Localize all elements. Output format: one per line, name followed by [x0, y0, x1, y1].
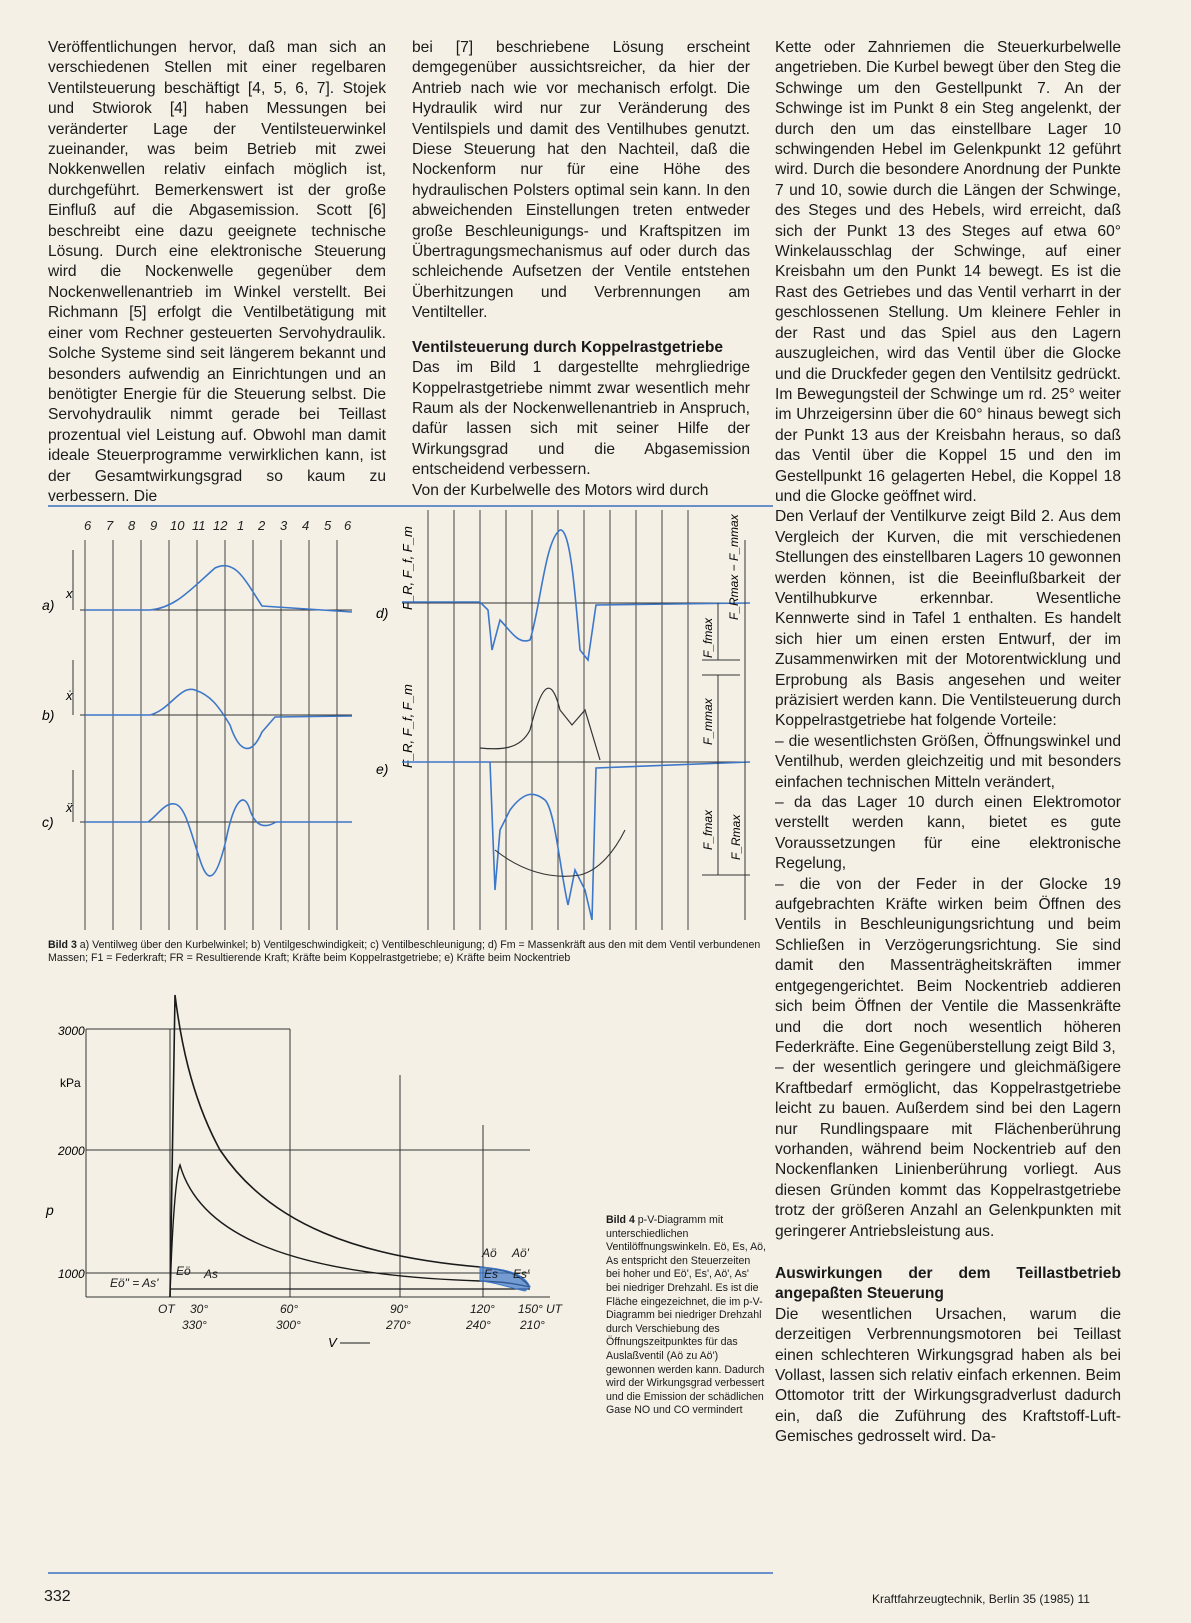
figure-3	[40, 510, 775, 940]
fig3-left-grid	[85, 540, 337, 930]
mass-force-curve-e	[480, 688, 600, 760]
figure-3-caption	[48, 939, 770, 966]
x-tick: 210°	[520, 1318, 545, 1332]
valve-displacement-curve	[85, 566, 352, 612]
fig4-x-ticks	[158, 1302, 564, 1332]
x-tick: 30°	[190, 1302, 209, 1316]
y-axis-label: F_R, F_f, F_m	[400, 684, 415, 768]
pv-curve-lower	[170, 1165, 530, 1297]
fig4-grid	[86, 1029, 550, 1297]
dim-label: F_fmax	[701, 809, 715, 850]
column-2	[412, 38, 750, 501]
section-heading: Auswirkungen der dem Teillastbetrieb angepaßten Steuerung	[775, 1264, 1121, 1303]
fig4-point-labels	[110, 1246, 530, 1290]
figure-top-rule	[48, 505, 773, 507]
x-tick: OT	[158, 1302, 175, 1316]
dim-label: F_fmax	[701, 617, 715, 658]
fig3-top-numbers	[84, 518, 352, 533]
dim-label: F_Rmax − F_mmax	[727, 514, 741, 620]
list-item: – die von der Feder in der Glocke 19 aufgebrachten Kräfte wirken beim Öffnen des Ventils in Beschleunigungsrichtung und beim Schließen in Verzögerungsrichtung. Sie sind damit den Massenträgheitskräften immer entgegengerichtet. Beim Nockentrieb addieren sich beim Öffnen der Ventile die Massenkräfte und die dort noch wesentlich höheren Federkräfte. Eine Gegenüberstellung zeigt Bild 3,	[775, 875, 1121, 1056]
x-tick: 240°	[466, 1318, 491, 1332]
x-tick: 270°	[386, 1318, 411, 1332]
x-tick: UT	[546, 1302, 562, 1316]
paragraph: Das im Bild 1 dargestellte mehrgliedrige Koppelrastgetriebe nimmt zwar wesentlich mehr Raum als der Nockenwellenantrieb in Anspruch, dafür lassen sich mit seiner Hilfe der Wirkungsgrad und die Abgasemission entscheidend verbessern.	[412, 359, 750, 479]
y-symbol: x	[66, 586, 73, 601]
tick-label: 3	[280, 518, 288, 533]
x-axis-label: V	[328, 1335, 337, 1350]
point-label: Aö'	[512, 1246, 529, 1260]
list-item: – die wesentlichsten Größen, Öffnungswinkel und Ventilhub, werden gleichzeitig und mit besonders einfachen technischen Mitteln verändert,	[775, 732, 1121, 791]
y-tick: 1000	[58, 1267, 85, 1281]
y-tick: 3000	[58, 1024, 85, 1038]
section-heading: Ventilsteuerung durch Koppelrastgetriebe	[412, 338, 724, 356]
valve-acceleration-curve	[85, 800, 352, 876]
figure-bottom-rule	[48, 1572, 773, 1574]
row-label-b: b)	[42, 707, 55, 723]
column-1	[48, 38, 386, 507]
column-3	[775, 38, 1121, 1448]
tick-label: 6	[84, 518, 92, 533]
tick-label: 2	[258, 518, 266, 533]
point-label: Es'	[513, 1267, 530, 1281]
y-axis-label: p	[46, 1202, 54, 1218]
tick-label: 10	[170, 518, 185, 533]
tick-label: 5	[324, 518, 332, 533]
paragraph: bei [7] beschriebene Lösung erscheint demgegenüber aussichtsreicher, da hier der Antrieb nach wie vor mechanisch erfolgt. Die Hydraulik wird nur zur Veränderung des Ventilspiels und damit des Ventilhubes genutzt. Diese Steuerung hat den Nachteil, daß die Nockenform nur für eine Höhe des hydraulischen Polsters optimal sein kann. In den abweichenden Einstellungen treten entweder große Beschleunigungs- und Kraftspitzen im Übertragungsmechanismus auf oder durch das schleichende Aufsetzen der Ventile entstehen Überhitzungen und Verbrennungen am Ventilteller.	[412, 39, 750, 322]
pv-curve-upper	[170, 995, 530, 1297]
row-label-e: e)	[376, 761, 389, 777]
tick-label: 8	[128, 518, 136, 533]
page-number: 332	[44, 1588, 71, 1605]
x-tick: 150°	[518, 1302, 543, 1316]
y-symbol: ẍ	[66, 800, 73, 815]
valve-velocity-curve	[85, 689, 352, 748]
paragraph: Kette oder Zahnriemen die Steuerkurbelwelle angetrieben. Die Kurbel bewegt über den Steg die Schwinge um den Gestellpunkt 7. An der Schwinge ist im Punkt 8 ein Steg angelenkt, der durch den um das einstellbare Lager 10 schwingenden Hebel im Gelenkpunkt 12 geführt wird. Durch die besondere Anordnung der Punkte 7 und 10, sowie durch die Längen der Schwinge, des Steges und des Hebels, wird erreicht, daß sich der Punkt 13 des Steges auf etwa 60° Winkelausschlag der Schwinge, auf einer Kreisbahn um den Punkt 14 bewegt. Es ist die Rast des Getriebes und das Ventil verharrt in der geschlossenen Stellung. Um kleinere Fehler in der Rast und das Spiel aus den Lagern auszugleichen, wird das Ventil über die Glocke und die Druckfeder gegen den Ventilsitz gedrückt. Im Bewegungsteil der Schwinge um rd. 25° weiter im Uhrzeigersinn über die 60° hinaus bewegt sich der Punkt 13 aus der Kreisbahn heraus, so daß das Ventil über die Koppel 15 und den im Gestellpunkt 16 gelagerten Hebel, die Koppel 18 und die Glocke geöffnet wird.	[775, 39, 1121, 505]
fig3-right-grid	[428, 510, 688, 930]
dim-label: F_mmax	[701, 698, 715, 745]
y-tick: 2000	[58, 1144, 85, 1158]
point-label: Aö	[482, 1246, 497, 1260]
y-axis-label: F_R, F_f, F_m	[400, 526, 415, 610]
row-label-d: d)	[376, 605, 389, 621]
list-item: – da das Lager 10 durch einen Elektromotor verstellt werden kann, bietet es gute Voraussetzungen für eine elektronische Regelung,	[775, 794, 1121, 873]
caption-label: Bild 3	[48, 939, 77, 951]
x-tick: 120°	[470, 1302, 495, 1316]
caption-label: Bild 4	[606, 1214, 635, 1226]
figure-4-caption	[606, 1214, 766, 1418]
row-label-a: a)	[42, 597, 55, 613]
x-tick: 60°	[280, 1302, 299, 1316]
tick-label: 9	[150, 518, 158, 533]
x-tick: 90°	[390, 1302, 409, 1316]
tick-label: 12	[213, 518, 228, 533]
point-label: Es	[484, 1267, 499, 1281]
point-label: As	[204, 1267, 219, 1281]
paragraph: Den Verlauf der Ventilkurve zeigt Bild 2. Aus dem Vergleich der Kurven, die mit verschiedenen Stellungen des einstellbaren Lagers 10 gewonnen werden können, ist die Beeinflußbarkeit der Ventilhubkurve erkennbar. Wesentliche Kennwerte sind in Tafel 1 enthalten. Es handelt sich hier um einen ersten Entwurf, der im Zusammenwirken mit der Motorentwicklung und Erprobung als Basis angesehen und weiter präzisiert werden kann. Die Ventilsteuerung durch Koppelrastgetriebe hat folgende Vorteile:	[775, 508, 1121, 730]
paragraph: Von der Kurbelwelle des Motors wird durch	[412, 481, 709, 499]
y-unit: kPa	[60, 1076, 81, 1090]
point-label: Eö" = As'	[110, 1276, 159, 1290]
paragraph: Veröffentlichungen hervor, daß man sich an verschiedenen Stellen mit einer regelbaren Ventilsteuerung beschäftigt [4, 5, 6, 7]. Stojek und Stwiorok [4] haben Messungen bei veränderter Lage der Ventilsteuerwinkel zueinander, was beim Betrieb mit zwei Nokkenwellen relativ einfach möglich ist, durchgeführt. Bemerkenswert ist der große Einfluß auf die Abgasemission. Scott [6] beschreibt eine dazu geeignete technische Lösung. Durch eine elektronische Steuerung wird die Nockenwelle gegenüber dem Nockenwellenantrieb im Winkel verstellt. Bei Richmann [5] erfolgt die Ventilbetätigung mit einer vom Rechner gesteuerten Servohydraulik. Solche Systeme sind seit längerem bekannt und besonders aufwendig an Einrichtungen und an benötigter Energie für die Steuerung selbst. Die Servohydraulik nimmt gerade bei Teillast prozentual viel Leistung auf. Obwohl man damit ideale Steuerprogramme verwirklichen kann, ist der Gesamtwirkungsgrad so kaum zu verbessern. Die	[48, 39, 386, 505]
tick-label: 1	[237, 518, 245, 533]
caption-text: p-V-Diagramm mit unterschiedlichen Ventilöffnungswinkeln. Eö, Es, Aö, As entspricht den Steuerzeiten bei hoher und Eö', Es', Aö', As' bei niedriger Drehzahl. Es ist die Fläche eingezeichnet, die im p-V-Diagramm bei niedriger Drehzahl durch Verschiebung des Öffnungszeitpunktes für das Auslaßventil (Aö zu Aö') gewonnen werden kann. Dadurch wird der Wirkungsgrad verbessert und die Emission der schädlichen Gase NO und CO vermindert	[606, 1214, 766, 1417]
journal-footer: Kraftfahrzeugtechnik, Berlin 35 (1985) 11	[872, 1592, 1090, 1606]
figure-4	[40, 975, 600, 1355]
caption-text: a) Ventilweg über den Kurbelwinkel; b) Ventilgeschwindigkeit; c) Ventilbeschleunigung; d) Fm = Massenkräft aus den mit dem Ventil verbundenen Massen; F1 = Federkraft; FR = Resultierende Kraft; Kräfte beim Koppelrastgetriebe; e) Kräfte beim Nockentrieb	[48, 939, 761, 965]
tick-label: 4	[302, 518, 310, 533]
y-symbol: ẋ	[66, 688, 73, 703]
tick-label: 6	[344, 518, 352, 533]
list-item: – der wesentlich geringere und gleichmäßigere Kraftbedarf ermöglicht, das Koppelrastgetriebe leicht zu bauen. Außerdem sind bei den Lagern nur Rundlingspaare mit Flächenberührung vorhanden, während beim Nockentrieb auf den Nockenflanken Linienberührung vorliegt. Aus diesen Gründen kommt das Koppelrastgetriebe trotz der größeren Anzahl an Gelenkpunkten mit geringerer Antriebsleistung aus.	[775, 1059, 1121, 1240]
point-label: Eö	[176, 1264, 191, 1278]
paragraph: Die wesentlichen Ursachen, warum die derzeitigen Verbrennungsmotoren bei Teillast einen schlechteren Wirkungsgrad haben als bei Vollast, lassen sich relativ einfach erkennen. Beim Ottomotor tritt der Wirkungsgradverlust dadurch ein, daß die Zuführung des Kraftstoff-Luft-Gemisches gedrosselt wird. Da-	[775, 1305, 1121, 1446]
tick-label: 11	[192, 518, 206, 533]
tick-label: 7	[106, 518, 114, 533]
x-tick: 330°	[182, 1318, 207, 1332]
spring-force-curve-e	[495, 830, 625, 876]
row-label-c: c)	[42, 814, 54, 830]
x-tick: 300°	[276, 1318, 301, 1332]
dim-label: F_Rmax	[729, 814, 743, 860]
